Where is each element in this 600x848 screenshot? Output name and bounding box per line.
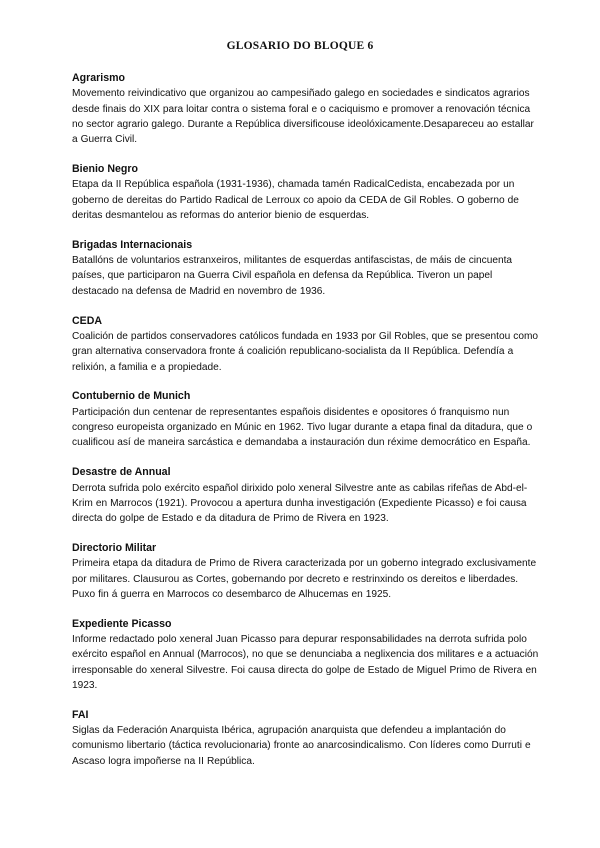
glossary-term: FAI <box>72 708 89 721</box>
glossary-term: Bienio Negro <box>72 163 138 176</box>
glossary-entry-expediente-picasso <box>72 617 540 693</box>
glossary-term: Brigadas Internacionais <box>72 238 193 251</box>
glossary-term: Directorio Militar <box>72 541 157 554</box>
glossary-entry-agrarismo <box>72 71 540 147</box>
glossary-entry-desastre-de-annual <box>72 465 540 526</box>
glossary-definition: Siglas da Federación Anarquista Ibérica, agrupación anarquista que defendeu a implantación do comunismo libertario (táctica revolucionaria) fronte ao anarcosindicalismo. Con líderes como Durruti e Ascaso logra impoñerse na II República. <box>72 725 531 767</box>
glossary-entry-contubernio-de-munich <box>72 389 540 450</box>
glossary-term: CEDA <box>72 314 103 327</box>
glossary-definition: Primeira etapa da ditadura de Primo de Rivera caracterizada por un goberno integrado exclusivamente por militares. Clausurou as Cortes, gobernando por decreto e restrinxindo os dereitos e liberdades. Puxo fin á guerra en Marrocos co desembarco de Alhucemas en 1925. <box>72 558 537 600</box>
glossary-definition: Movemento reivindicativo que organizou ao campesiñado galego en sociedades e sindicatos agrarios desde finais do XIX para loitar contra o sistema foral e o caciquismo e promover a renovación técnica no sector agrario galego. Durante a República diversificouse ideolóxicamente.Desapareceu ao estallar a Guerra Civil. <box>72 88 534 146</box>
glossary-definition: Etapa da II República española (1931-1936), chamada tamén RadicalCedista, encabezada por un goberno de dereitas do Partido Radical de Lerroux co apoio da CEDA de Gil Robles. O goberno de deritas desmantelou as reformas do anterior bienio de esquerdas. <box>72 179 519 221</box>
glossary-entry-fai <box>72 708 540 769</box>
glossary-entry-ceda <box>72 314 540 375</box>
glossary-entry-brigadas-internacionais <box>72 238 540 299</box>
glossary-term: Agrarismo <box>72 72 125 84</box>
glossary-definition: Derrota sufrida polo exército español dirixido polo xeneral Silvestre ante as cabilas rifeñas de Abd-el-Krim en Marrocos (1921). Provocou a apertura dunha investigación (Expediente Picasso) e foi causa directa do golpe de Estado e da ditadura de Primo de Rivera en 1923. <box>72 482 528 525</box>
glossary-definition: Coalición de partidos conservadores católicos fundada en 1933 por Gil Robles, que se presentou como gran alternativa conservadora fronte á coalición republicano-socialista da II República. Defendía a relixión, a familia e a propiedade. <box>72 330 539 373</box>
document-title: GLOSARIO DO BLOQUE 6 <box>226 40 374 52</box>
glossary-entry-directorio-militar <box>72 541 540 602</box>
glossary-entry-bienio-negro <box>72 162 540 223</box>
glossary-definition: Batallóns de voluntarios estranxeiros, militantes de esquerdas antifascistas, de máis de cincuenta países, que participaron na Guerra Civil española en defensa da República. Tiveron un papel destacado na defensa de Madrid en novembro de 1936. <box>72 255 513 297</box>
glossary-list <box>72 71 540 784</box>
glossary-definition: Informe redactado polo xeneral Juan Picasso para depurar responsabilidades na derrota sufrida polo exército español en Annual (Marrocos), no que se denunciaba a neglixencia dos militares e a actuación irresponsable do xeneral Silvestre. Foi causa directa do golpe de Estado de Miguel Primo de Rivera en 1923. <box>72 634 539 691</box>
glossary-definition: Participación dun centenar de representantes españois disidentes e opositores ó franquismo nun congreso europeista organizado en Múnic en 1962. Tivo lugar durante a etapa final da ditadura, que o cualificou así de maneira sarcástica e demandaba a instauración dun réxime democrático en España. <box>72 406 533 449</box>
glossary-term: Desastre de Annual <box>72 466 171 479</box>
glossary-term: Contubernio de Munich <box>72 390 191 403</box>
glossary-term: Expediente Picasso <box>72 617 172 630</box>
